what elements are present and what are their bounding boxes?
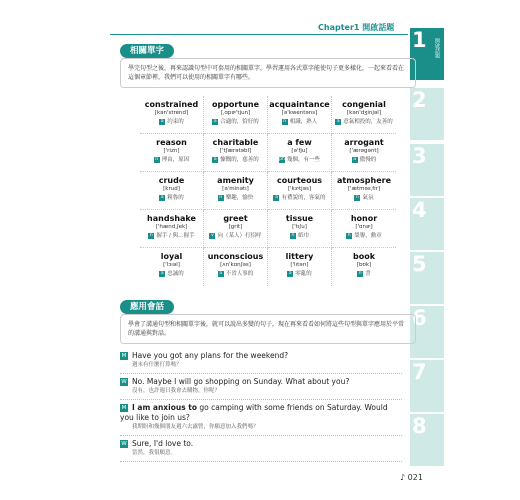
part-of-speech-badge: n bbox=[219, 194, 223, 200]
vocab-pronunciation: [krud] bbox=[163, 186, 180, 192]
vocab-meaning: 向（某人）打招呼 bbox=[217, 233, 262, 239]
part-of-speech-badge: n bbox=[283, 118, 287, 124]
vocab-meaning: 氣氛 bbox=[362, 195, 374, 201]
vocab-word: atmosphere bbox=[336, 176, 392, 185]
vocab-pronunciation: ['lɔıəl] bbox=[163, 262, 180, 268]
key-phrase: I am anxious to bbox=[132, 403, 198, 412]
dialog-english-text: Sure, I'd love to. bbox=[132, 439, 194, 448]
part-of-speech-badge: v bbox=[211, 232, 214, 238]
vocab-entry bbox=[332, 96, 396, 134]
part-of-speech-badge: n bbox=[149, 232, 153, 238]
chapter-tab-number: 2 bbox=[412, 88, 427, 112]
vocab-entry bbox=[140, 172, 204, 210]
vocab-entry bbox=[204, 172, 268, 210]
vocab-meaning: 理由，原因 bbox=[161, 157, 190, 163]
part-of-speech-badge: a bbox=[336, 118, 340, 124]
part-of-speech-badge: a bbox=[213, 118, 217, 124]
chapter-tab-7[interactable] bbox=[410, 360, 444, 412]
dialog-line bbox=[120, 436, 402, 462]
dialog-line bbox=[120, 374, 402, 400]
vocab-meaning-row bbox=[332, 155, 396, 163]
dialog-english-text: go camping with some friends on Saturday. Would you like to join us? bbox=[120, 403, 388, 422]
vocab-meaning: 樂趣，愉快 bbox=[225, 195, 254, 201]
vocab-meaning: 慷慨的，慈善的 bbox=[220, 157, 259, 163]
vocab-meaning-row bbox=[332, 231, 396, 239]
vocab-meaning: 零亂的 bbox=[295, 271, 312, 277]
vocab-entry bbox=[332, 248, 396, 286]
chapter-tab-number: 6 bbox=[412, 306, 427, 330]
chapter-tab-number: 7 bbox=[412, 360, 427, 384]
chapter-tab-4[interactable] bbox=[410, 198, 444, 250]
vocab-entry bbox=[140, 96, 204, 134]
dialog-english bbox=[120, 377, 402, 387]
vocab-word: constrained bbox=[144, 100, 199, 109]
vocab-meaning: 意氣相投的，友善的 bbox=[343, 119, 393, 125]
chapter-tab-number: 1 bbox=[412, 28, 427, 52]
vocab-meaning: 握手 / 與…握手 bbox=[156, 233, 195, 239]
vocab-word: amenity bbox=[217, 176, 254, 185]
vocab-meaning: 相識，熟人 bbox=[289, 119, 318, 125]
vocab-word: tissue bbox=[285, 214, 314, 223]
dialog-line bbox=[120, 400, 402, 436]
vocab-word: arrogant bbox=[344, 138, 384, 147]
part-of-speech-badge: n bbox=[358, 270, 362, 276]
vocab-word: greet bbox=[223, 214, 248, 223]
vocab-meaning-row bbox=[204, 193, 267, 201]
dialog-translation: 當然，我很願意。 bbox=[132, 450, 177, 456]
vocab-meaning: 紙巾 bbox=[297, 233, 309, 239]
part-of-speech-badge: n bbox=[347, 232, 351, 238]
vocab-pronunciation: [kən'strend] bbox=[154, 110, 189, 116]
chapter-header: Chapter1 開啟話題 bbox=[318, 23, 395, 32]
part-of-speech-badge: a bbox=[275, 194, 278, 200]
vocab-pronunciation: [bʊk] bbox=[356, 262, 372, 268]
part-of-speech-badge: a bbox=[160, 194, 164, 200]
vocab-word: crude bbox=[158, 176, 185, 185]
dialog-translation: 我期盼和幾個朋友週六去露營，你願意加入我們嗎？ bbox=[132, 424, 259, 430]
dialog-english bbox=[120, 439, 402, 449]
dialog-english-text: Have you got any plans for the weekend? bbox=[132, 351, 289, 360]
vocab-meaning: 榮譽，勳章 bbox=[354, 233, 382, 239]
vocab-meaning-row bbox=[268, 269, 331, 277]
vocab-meaning-row bbox=[268, 193, 331, 201]
vocab-entry bbox=[140, 134, 204, 172]
dialog-translation: 沒有，也許週日我會去購物，你呢？ bbox=[132, 388, 221, 394]
vocab-entry bbox=[204, 210, 268, 248]
page-number: ♪ 021 bbox=[400, 473, 423, 482]
vocab-entry bbox=[268, 210, 332, 248]
vocab-meaning: 合適的，恰好的 bbox=[220, 119, 259, 125]
vocab-meaning-row bbox=[268, 155, 331, 163]
vocab-meaning-row bbox=[140, 155, 203, 163]
part-of-speech-badge: a bbox=[353, 156, 357, 162]
dialog-section-title: 應用會話 bbox=[120, 300, 174, 314]
vocab-pronunciation: [kən'dʒinjəl] bbox=[347, 110, 381, 116]
vocab-meaning: 不省人事的 bbox=[225, 271, 254, 277]
vocab-meaning-row bbox=[204, 155, 267, 163]
vocab-meaning-row bbox=[332, 193, 396, 201]
chapter-tab-3[interactable] bbox=[410, 144, 444, 196]
vocab-meaning-row bbox=[140, 117, 203, 125]
vocab-meaning-row bbox=[140, 193, 203, 201]
vocab-word: littery bbox=[285, 252, 314, 261]
vocab-entry bbox=[268, 134, 332, 172]
vocab-pronunciation: ['ærəgənt] bbox=[349, 148, 379, 154]
vocab-meaning: 粗魯的 bbox=[167, 195, 184, 201]
part-of-speech-badge: n bbox=[155, 156, 159, 162]
vocab-entry bbox=[140, 210, 204, 248]
vocab-entry bbox=[204, 248, 268, 286]
chapter-tab-5[interactable] bbox=[410, 252, 444, 304]
vocab-entry bbox=[268, 96, 332, 134]
dialog-list bbox=[120, 348, 402, 462]
vocab-pronunciation: ['ɑnɚ] bbox=[355, 224, 373, 230]
part-of-speech-badge: a bbox=[160, 118, 164, 124]
vocab-entry bbox=[332, 210, 396, 248]
vocab-pronunciation: [ə'fju] bbox=[291, 148, 308, 154]
vocab-pronunciation: ['tıʃu] bbox=[292, 224, 307, 230]
vocab-word: handshake bbox=[147, 214, 196, 223]
vocab-entry bbox=[268, 248, 332, 286]
dialog-intro: 學會了溝通句型和相關單字後，就可以說出多變的句子，現在再來看看如何將這些句型與單字應用於平常的溝通與對話。 bbox=[120, 314, 416, 344]
chapter-tab-number: 5 bbox=[412, 252, 427, 276]
vocab-pronunciation: ['ætməsˌfır] bbox=[347, 186, 381, 192]
part-of-speech-badge: n bbox=[356, 194, 359, 200]
vocab-entry bbox=[140, 248, 204, 286]
vocab-meaning: 傲慢的 bbox=[359, 157, 377, 163]
vocab-meaning: 約束的 bbox=[167, 119, 184, 125]
vocab-word: book bbox=[352, 252, 376, 261]
vocab-grid bbox=[140, 96, 396, 286]
vocab-entry bbox=[332, 172, 396, 210]
chapter-tab-2[interactable] bbox=[410, 88, 444, 140]
vocab-pronunciation: ['kɝtjəs] bbox=[287, 186, 312, 192]
vocab-entry bbox=[332, 134, 396, 172]
header-rule bbox=[110, 34, 408, 35]
vocab-word: loyal bbox=[160, 252, 183, 261]
vocab-meaning-row bbox=[268, 117, 331, 125]
dialog-english bbox=[120, 351, 402, 361]
vocab-intro: 學完句型之後，再來認識句型中可套用的相關單字，學習運用各式單字能使句子更多樣化，一起來看看在這個章節裡，我們可以使用的相關單字有哪些。 bbox=[120, 58, 416, 88]
vocab-word: courteous bbox=[276, 176, 323, 185]
part-of-speech-badge: a bbox=[213, 156, 217, 162]
dialog-english-text: No. Maybe I will go shopping on Sunday. What about you? bbox=[132, 377, 350, 386]
vocab-meaning-row bbox=[268, 231, 331, 239]
vocab-word: a few bbox=[287, 138, 312, 147]
chapter-tab-label: 開啟話題 bbox=[434, 38, 440, 58]
part-of-speech-badge: a bbox=[160, 270, 164, 276]
vocab-pronunciation: [ʌn'kɑnʃəs] bbox=[220, 262, 251, 268]
vocab-word: honor bbox=[350, 214, 378, 223]
vocab-entry bbox=[268, 172, 332, 210]
vocab-meaning: 有禮貌的，客氣的 bbox=[281, 195, 326, 201]
part-of-speech-badge: a bbox=[219, 270, 223, 276]
vocab-word: charitable bbox=[212, 138, 259, 147]
vocab-meaning: 書 bbox=[365, 271, 371, 277]
dialog-line bbox=[120, 348, 402, 374]
vocab-meaning-row bbox=[332, 269, 396, 277]
vocab-meaning-row bbox=[204, 231, 267, 239]
chapter-tab-number: 3 bbox=[412, 144, 427, 168]
vocab-meaning: 幾個，有一些 bbox=[286, 157, 320, 163]
vocab-pronunciation: [ə'minətı] bbox=[222, 186, 249, 192]
speaker-badge: M bbox=[121, 353, 127, 359]
chapter-tab-number: 4 bbox=[412, 198, 427, 222]
vocab-pronunciation: ['lıtərı] bbox=[290, 262, 309, 268]
vocab-pronunciation: [ˌɑpɚ'tjun] bbox=[220, 110, 251, 116]
vocab-pronunciation: ['hændˌʃek] bbox=[155, 224, 188, 230]
vocab-meaning-row bbox=[204, 269, 267, 277]
speaker-badge: M bbox=[121, 405, 127, 411]
vocab-entry bbox=[204, 96, 268, 134]
chapter-tab-8[interactable] bbox=[410, 414, 444, 466]
vocab-meaning-row bbox=[140, 269, 203, 277]
vocab-meaning-row bbox=[140, 231, 203, 239]
speaker-badge: W bbox=[121, 441, 127, 447]
vocab-meaning-row bbox=[332, 117, 396, 125]
vocab-word: congenial bbox=[342, 100, 386, 109]
vocab-pronunciation: ['tʃærətəbl] bbox=[219, 148, 252, 154]
chapter-tab-number: 8 bbox=[412, 414, 427, 438]
vocab-entry bbox=[204, 134, 268, 172]
part-of-speech-badge: a bbox=[288, 270, 292, 276]
vocab-pronunciation: [grit] bbox=[228, 224, 243, 230]
vocab-word: opportune bbox=[211, 100, 260, 109]
vocab-word: unconscious bbox=[207, 252, 264, 261]
dialog-translation: 週末有什麼打算嗎？ bbox=[132, 362, 182, 368]
vocab-meaning-row bbox=[204, 117, 267, 125]
dialog-english bbox=[120, 403, 402, 423]
vocab-pronunciation: ['rizn] bbox=[163, 148, 180, 154]
vocab-pronunciation: [ə'kwentəns] bbox=[281, 110, 318, 116]
vocab-section-title: 相關單字 bbox=[120, 44, 174, 58]
speaker-badge: W bbox=[121, 379, 127, 385]
vocab-word: acquaintance bbox=[269, 100, 330, 109]
vocab-meaning: 忠誠的 bbox=[167, 271, 184, 277]
vocab-word: reason bbox=[156, 138, 187, 147]
part-of-speech-badge: n bbox=[291, 232, 295, 238]
chapter-tabs bbox=[410, 28, 444, 470]
part-of-speech-badge: ph bbox=[279, 156, 285, 162]
